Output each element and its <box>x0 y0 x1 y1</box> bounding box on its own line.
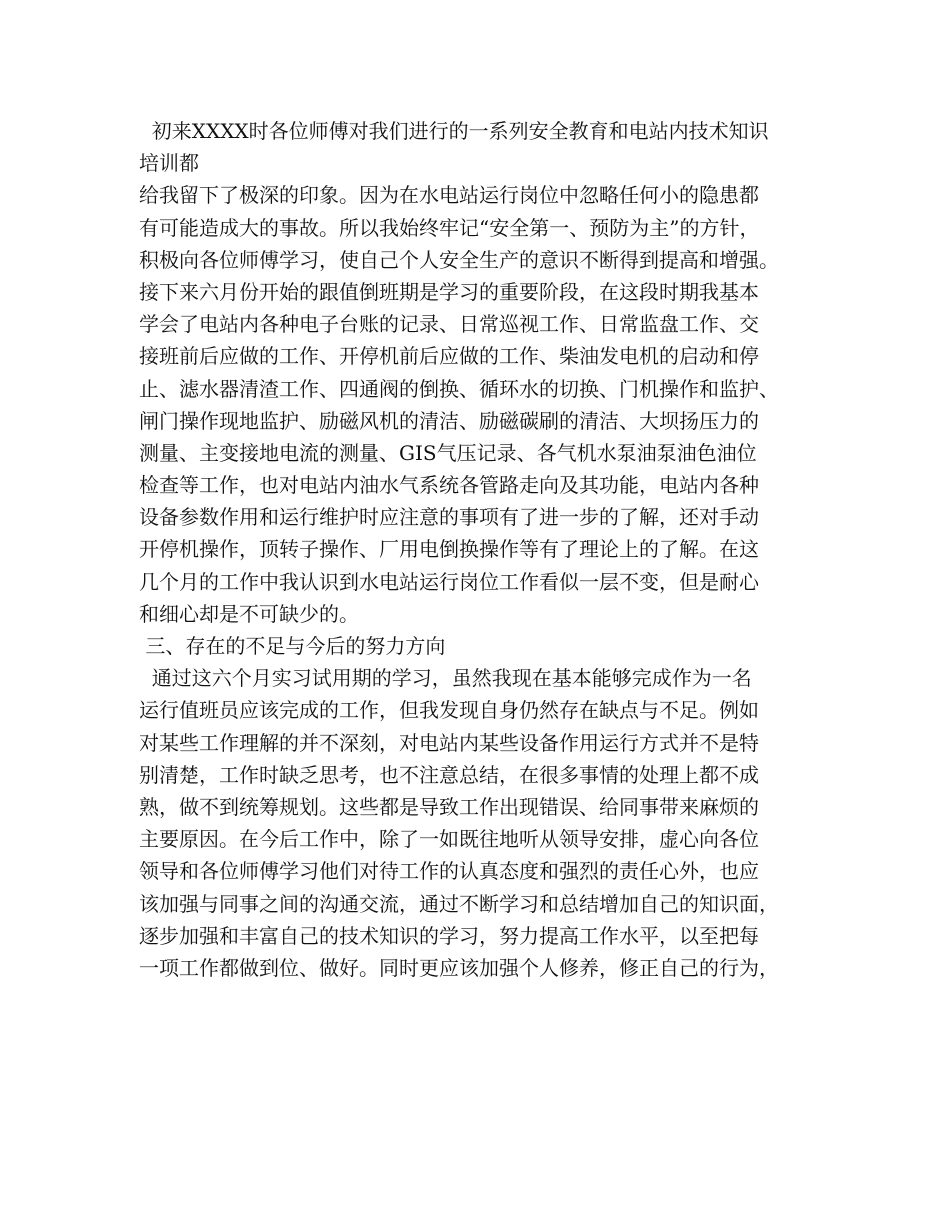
text-line: 该加强与同事之间的沟通交流，通过不断学习和总结增加自己的知识面， <box>139 891 779 916</box>
text-line: 对某些工作理解的并不深刻，对电站内某些设备作用运行方式并不是特 <box>139 730 759 755</box>
text-line: 三、存在的不足与今后的努力方向 <box>139 634 446 658</box>
text-line: 培训都 <box>139 151 199 176</box>
text-line: 通过这六个月实习试用期的学习，虽然我现在基本能够完成作为一名 <box>139 666 752 691</box>
text-line: 积极向各位师傅学习，使自己个人安全生产的意识不断得到提高和增强。 <box>139 247 779 272</box>
text-line: 别清楚，工作时缺乏思考，也不注意总结，在很多事情的处理上都不成 <box>139 762 759 787</box>
text-line: 接班前后应做的工作、开停机前后应做的工作、柴油发电机的启动和停 <box>139 344 759 369</box>
text-line: 几个月的工作中我认识到水电站运行岗位工作看似一层不变，但是耐心 <box>139 569 759 594</box>
text-line: 有可能造成大的事故。所以我始终牢记“安全第一、预防为主”的方针， <box>139 215 760 240</box>
text-line: 主要原因。在今后工作中，除了一如既往地听从领导安排，虚心向各位 <box>139 827 759 852</box>
text-line: 接下来六月份开始的跟值倒班期是学习的重要阶段，在这段时期我基本 <box>139 279 759 304</box>
text-line: 设备参数作用和运行维护时应注意的事项有了进一步的了解，还对手动 <box>139 505 759 530</box>
text-line: 开停机操作，顶转子操作、厂用电倒换操作等有了理论上的了解。在这 <box>139 537 759 562</box>
text-line: 学会了电站内各种电子台账的记录、日常巡视工作、日常监盘工作、交 <box>139 312 759 337</box>
text-line: 给我留下了极深的印象。因为在水电站运行岗位中忽略任何小的隐患都 <box>139 183 759 208</box>
text-line: 检查等工作，也对电站内油水气系统各管路走向及其功能，电站内各种 <box>139 473 759 498</box>
document-body <box>139 115 829 984</box>
text-line: 领导和各位师傅学习他们对待工作的认真态度和强烈的责任心外，也应 <box>139 859 759 884</box>
text-line: 运行值班员应该完成的工作，但我发现自身仍然存在缺点与不足。例如 <box>139 698 759 723</box>
text-line: 初来XXXX时各位师傅对我们进行的一系列安全教育和电站内技术知识 <box>139 119 769 143</box>
text-line: 止、滤水器清渣工作、四通阀的倒换、循环水的切换、门机操作和监护、 <box>139 376 779 401</box>
text-line: 熟，做不到统筹规划。这些都是导致工作出现错误、给同事带来麻烦的 <box>139 794 759 819</box>
text-line: 闸门操作现地监护、励磁风机的清洁、励磁碳刷的清洁、大坝扬压力的 <box>139 408 759 433</box>
text-line: 和细心却是不可缺少的。 <box>139 601 359 626</box>
text-line: 测量、主变接地电流的测量、GIS气压记录、各气机水泵油泵油色油位 <box>139 440 757 465</box>
text-line: 一项工作都做到位、做好。同时更应该加强个人修养，修正自己的行为， <box>139 955 779 980</box>
text-line: 逐步加强和丰富自己的技术知识的学习，努力提高工作水平，以至把每 <box>139 923 759 948</box>
